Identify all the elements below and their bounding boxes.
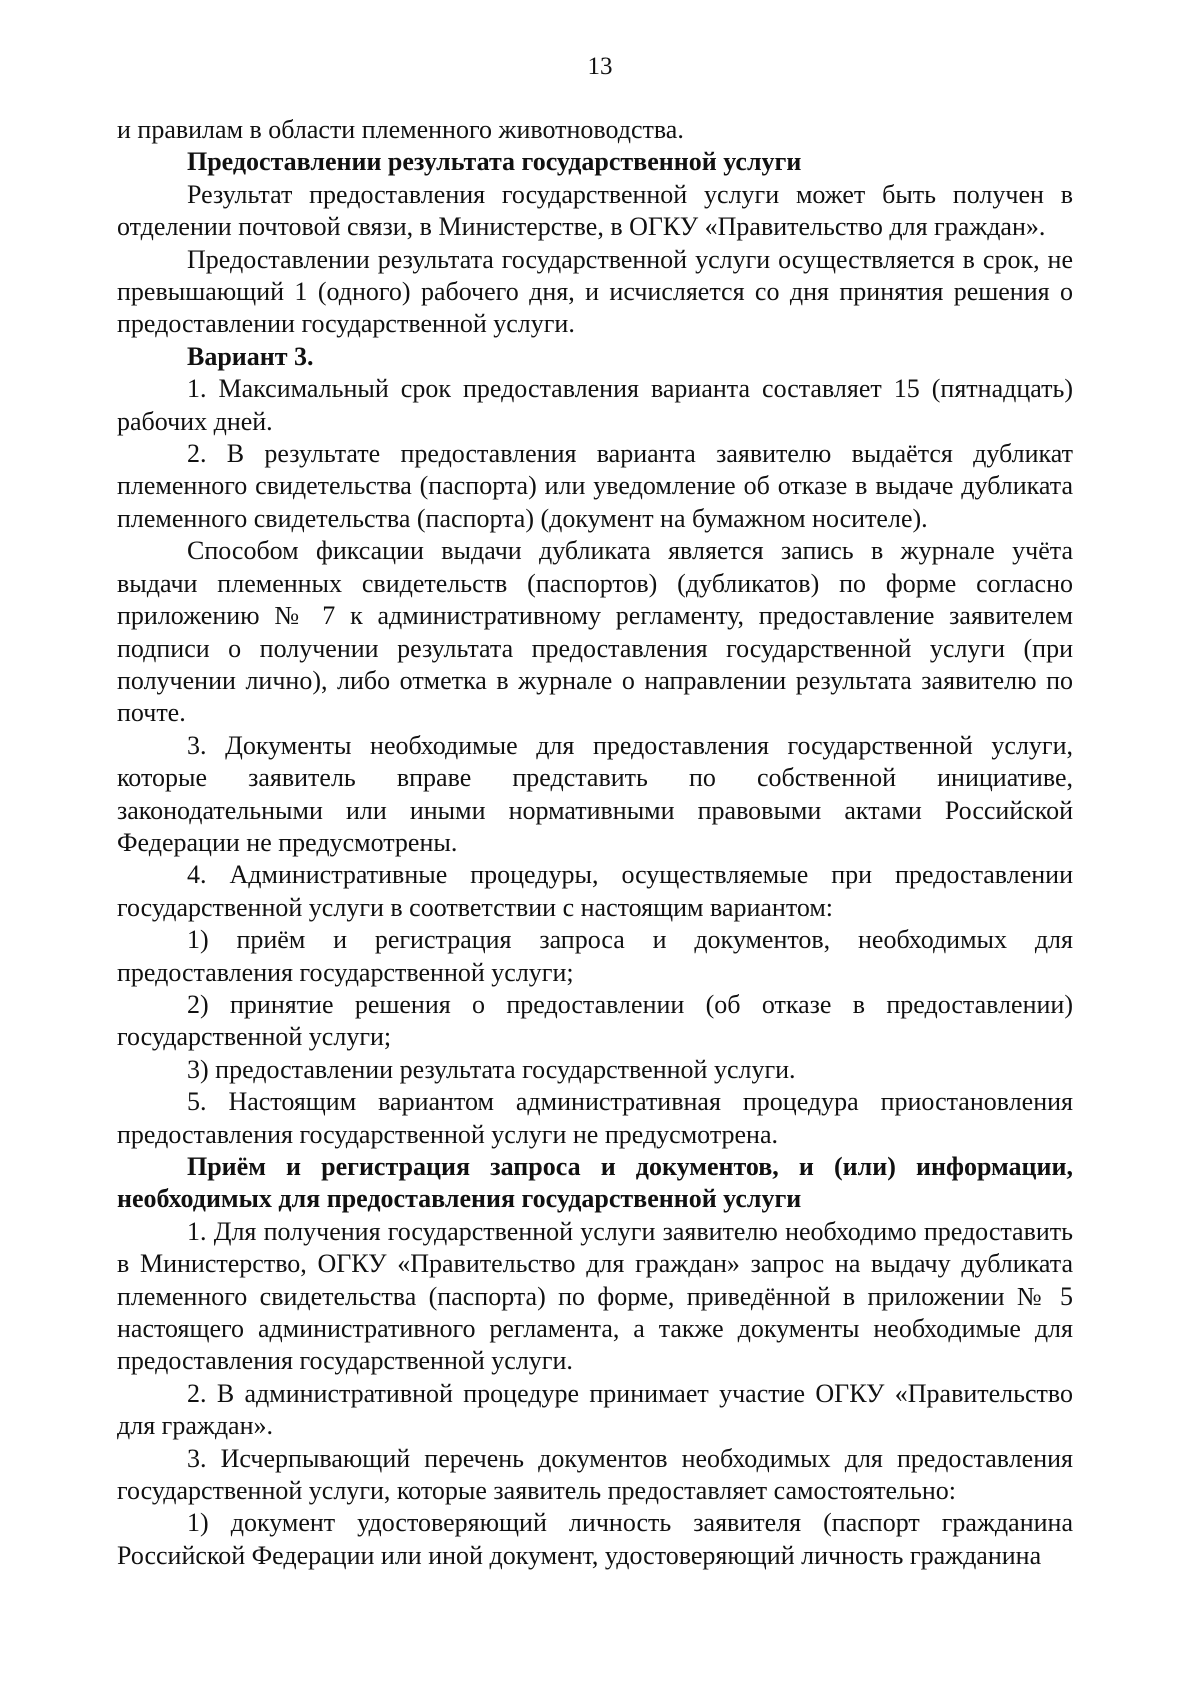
- paragraph: Предоставлении результата государственной услуги осуществляется в срок, не превышающий 1 (одного) рабочего дня, и исчисляется со дня принятия решения о предоставлении государственной услуги.: [117, 244, 1073, 339]
- list-item: 2) принятие решения о предоставлении (об отказе в предоставлении) государственной услуги;: [117, 989, 1073, 1052]
- section-heading-registration: Приём и регистрация запроса и документов, и (или) информации, необходимых для предоставления государственной услуги: [117, 1152, 1073, 1214]
- paragraph: 3. Документы необходимые для предоставления государственной услуги, которые заявитель вправе представить по собственной инициативе, законодательными или иными нормативными правовыми актами Российской Федерации не предусмотрены.: [117, 730, 1073, 857]
- list-item: 1) приём и регистрация запроса и документов, необходимых для предоставления государственной услуги;: [117, 925, 1073, 987]
- section-heading-variant-3: Вариант 3.: [187, 341, 314, 371]
- paragraph: Способом фиксации выдачи дубликата является запись в журнале учёта выдачи племенных свидетельств (паспортов) (дубликатов) по форме согласно приложению № 7 к административному регламенту, предоставление заявителем подписи о получении результата предоставления государственной услуги (при получении лично), либо отметка в журнале о направлении результата заявителю по почте.: [117, 536, 1073, 728]
- paragraph: 3. Исчерпывающий перечень документов необходимых для предоставления государственной услуги, которые заявитель предоставляет самостоятельно:: [117, 1443, 1073, 1506]
- document-body: [117, 114, 1073, 1572]
- paragraph: 4. Административные процедуры, осуществляемые при предоставлении государственной услуги в соответствии с настоящим вариантом:: [117, 860, 1073, 922]
- page-number: 13: [587, 53, 613, 80]
- paragraph: 1. Максимальный срок предоставления варианта составляет 15 (пятнадцать) рабочих дней.: [117, 374, 1073, 436]
- paragraph: 5. Настоящим вариантом административная процедура приостановления предоставления государственной услуги не предусмотрена.: [117, 1087, 1073, 1149]
- list-item: 1) документ удостоверяющий личность заявителя (паспорт гражданина Российской Федерации или иной документ, удостоверяющий личность гражданина: [117, 1508, 1073, 1570]
- paragraph: 2. В результате предоставления варианта заявителю выдаётся дубликат племенного свидетельства (паспорта) или уведомление об отказе в выдаче дубликата племенного свидетельства (паспорта) (документ на бумажном носителе).: [117, 439, 1073, 533]
- section-heading-result-provision: Предоставлении результата государственной услуги: [187, 147, 802, 177]
- paragraph: 2. В административной процедуре принимает участие ОГКУ «Правительство для граждан».: [117, 1378, 1073, 1441]
- paragraph: 1. Для получения государственной услуги заявителю необходимо предоставить в Министерство, ОГКУ «Правительство для граждан» запрос на выдачу дубликата племенного свидетельства (паспорта) по форме, приведённой в приложении № 5 настоящего административного регламента, а также документы необходимые для предоставления государственной услуги.: [117, 1216, 1073, 1376]
- paragraph-continuation: и правилам в области племенного животноводства.: [117, 115, 684, 144]
- list-item: 3) предоставлении результата государственной услуги.: [187, 1054, 796, 1084]
- paragraph: Результат предоставления государственной услуги может быть получен в отделении почтовой связи, в Министерстве, в ОГКУ «Правительство для граждан».: [117, 179, 1073, 242]
